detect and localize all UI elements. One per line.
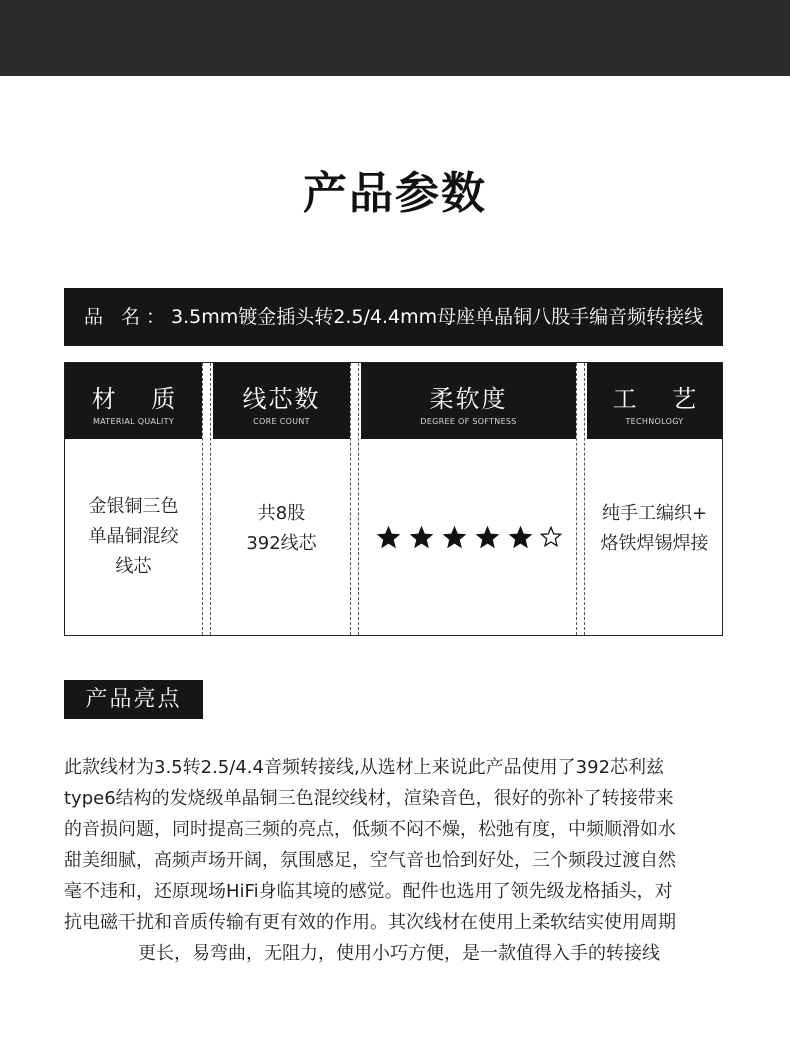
star-filled-icon bbox=[507, 524, 534, 551]
description-line: 抗电磁干扰和音质传输有更有效的作用。其次线材在使用上柔软结实使用周期 bbox=[64, 912, 676, 933]
spec-value-line: 烙铁焊锡焊接 bbox=[600, 533, 709, 554]
spec-value-line: 线芯 bbox=[115, 556, 152, 577]
spec-col-title: 柔软度 bbox=[429, 385, 508, 413]
spec-value-line: 共8股 bbox=[257, 503, 306, 524]
spec-value-line: 392线芯 bbox=[246, 533, 317, 554]
spec-value-line: 纯手工编织+ bbox=[601, 503, 708, 524]
description-line: type6结构的发烧级单晶铜三色混绞线材，渲染音色，很好的弥补了转接带来 bbox=[64, 788, 674, 809]
spec-col-core-count bbox=[213, 363, 350, 635]
spec-col-material bbox=[65, 363, 202, 635]
spec-col-subtitle: CORE COUNT bbox=[253, 417, 310, 426]
spec-col-title: 工 艺 bbox=[612, 385, 711, 413]
spec-col-header bbox=[65, 363, 202, 439]
description-line: 毫不违和，还原现场HiFi身临其境的感觉。配件也选用了领先级龙格插头，对 bbox=[64, 881, 673, 902]
softness-rating bbox=[375, 524, 562, 551]
spec-col-title: 线芯数 bbox=[242, 385, 321, 413]
product-name-bar bbox=[64, 288, 723, 346]
spec-col-header bbox=[213, 363, 350, 439]
description-line: 更长，易弯曲，无阻力，使用小巧方便，是一款值得入手的转接线 bbox=[138, 943, 660, 964]
spec-col-body bbox=[213, 439, 350, 635]
product-name-label: 品 名： bbox=[84, 306, 172, 328]
spec-col-subtitle: TECHNOLOGY bbox=[625, 417, 684, 426]
spec-col-subtitle: DEGREE OF SOFTNESS bbox=[420, 417, 517, 426]
top-banner bbox=[0, 0, 790, 76]
spec-col-subtitle: MATERIAL QUALITY bbox=[92, 417, 175, 426]
spec-col-body bbox=[65, 439, 202, 635]
star-filled-icon bbox=[441, 524, 468, 551]
highlights-description bbox=[64, 752, 734, 969]
column-divider bbox=[350, 363, 359, 635]
star-outline-icon bbox=[540, 526, 562, 548]
spec-col-header bbox=[361, 363, 576, 439]
star-filled-icon bbox=[474, 524, 501, 551]
highlights-heading: 产品亮点 bbox=[64, 680, 203, 719]
description-line: 此款线材为3.5转2.5/4.4音频转接线,从选材上来说此产品使用了392芯利兹 bbox=[64, 757, 665, 778]
spec-col-title: 材 质 bbox=[91, 385, 190, 413]
spec-col-body bbox=[587, 439, 722, 635]
star-filled-icon bbox=[375, 524, 402, 551]
description-line: 的音损问题，同时提高三频的亮点，低频不闷不燥，松弛有度，中频顺滑如水 bbox=[64, 819, 676, 840]
spec-col-technology bbox=[587, 363, 722, 635]
product-name-value: 3.5mm镀金插头转2.5/4.4mm母座单晶铜八股手编音频转接线 bbox=[171, 306, 704, 328]
page-title: 产品参数 bbox=[303, 168, 487, 219]
column-divider bbox=[576, 363, 585, 635]
spec-col-body bbox=[361, 439, 576, 635]
spec-col-header bbox=[587, 363, 722, 439]
spec-value-line: 金银铜三色 bbox=[88, 496, 179, 517]
spec-table bbox=[64, 362, 723, 636]
spec-value-line: 单晶铜混绞 bbox=[88, 526, 179, 547]
spec-col-softness bbox=[361, 363, 576, 635]
description-line: 甜美细腻，高频声场开阔，氛围感足，空气音也恰到好处，三个频段过渡自然 bbox=[64, 850, 676, 871]
column-divider bbox=[202, 363, 211, 635]
star-filled-icon bbox=[408, 524, 435, 551]
